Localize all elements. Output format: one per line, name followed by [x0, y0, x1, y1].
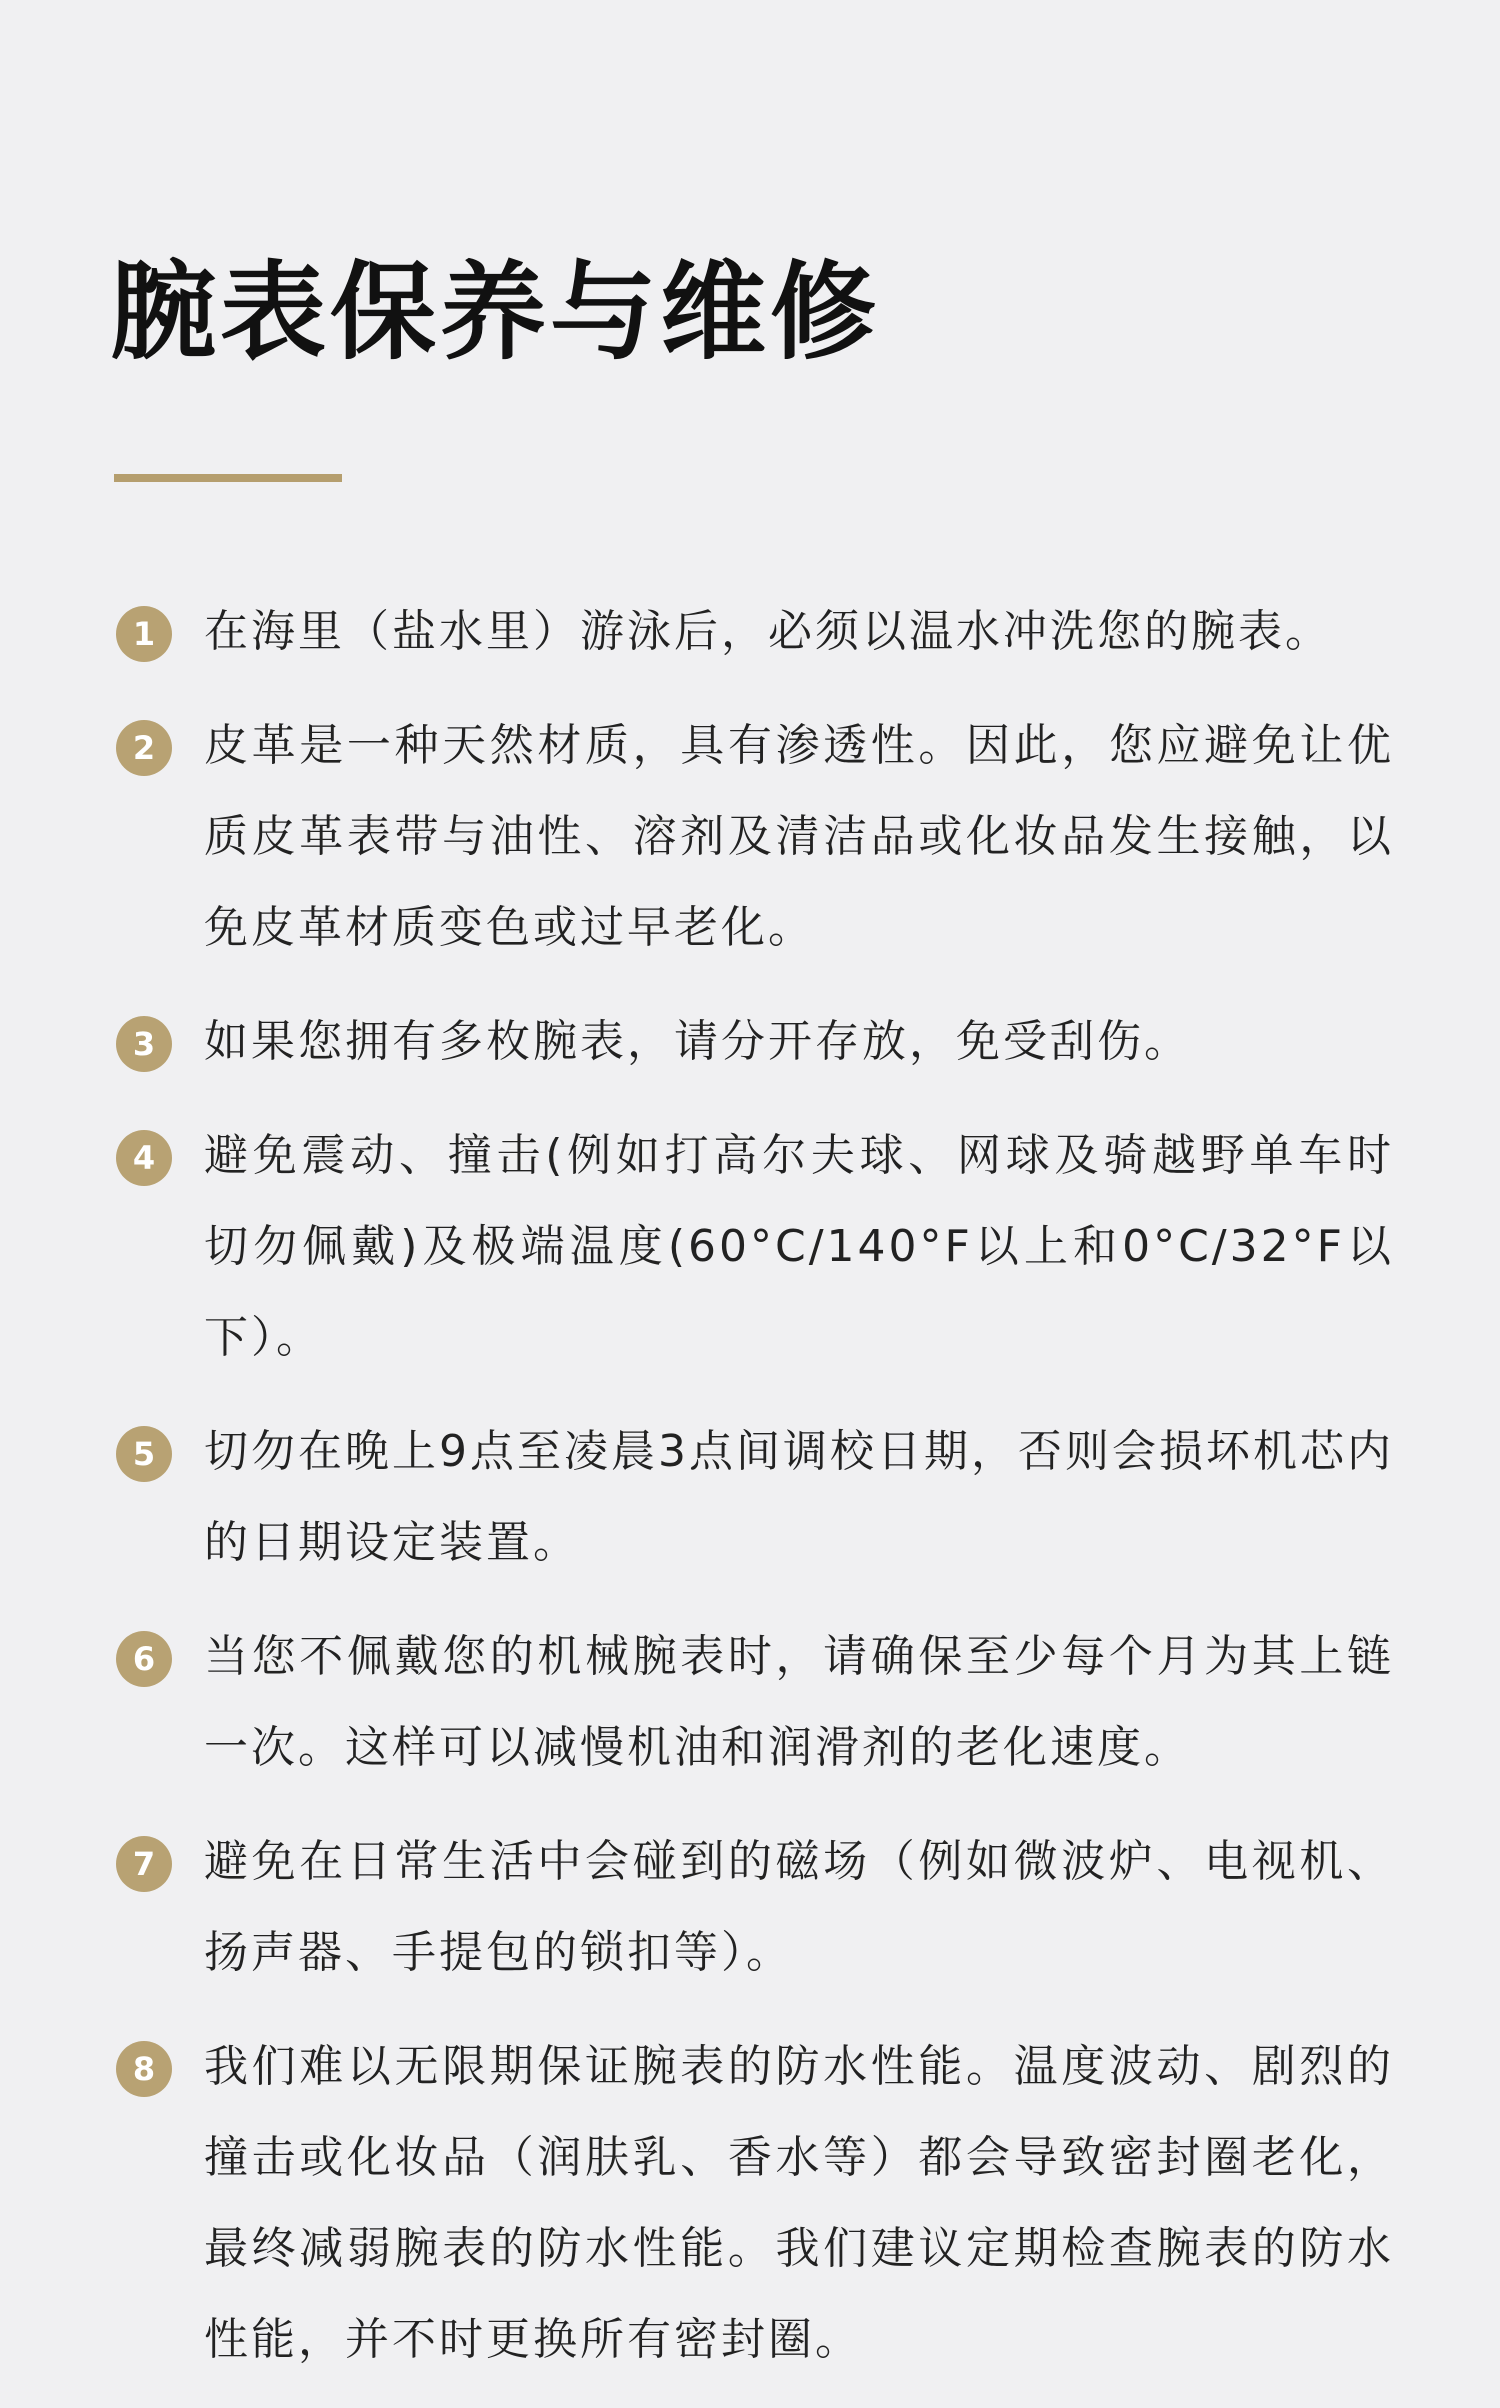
tip-number-badge: 6: [116, 1631, 172, 1687]
tip-number-badge: 3: [116, 1016, 172, 1072]
title-divider: [114, 474, 342, 482]
tip-text: 切勿在晚上9点至凌晨3点间调校日期，否则会损坏机芯内的日期设定装置。: [204, 1426, 1394, 1568]
tip-number-badge: 5: [116, 1426, 172, 1482]
care-tip-item: [114, 996, 1394, 1087]
tip-text: 避免在日常生活中会碰到的磁场（例如微波炉、电视机、扬声器、手提包的锁扣等）。: [204, 1836, 1394, 1978]
care-tip-item: [114, 586, 1394, 677]
page-title: 腕表保养与维修: [110, 251, 880, 374]
tip-text: 如果您拥有多枚腕表，请分开存放，免受刮伤。: [204, 1016, 1191, 1067]
care-tip-item: [114, 1611, 1394, 1793]
tip-number-badge: 1: [116, 606, 172, 662]
tip-text: 皮革是一种天然材质，具有渗透性。因此，您应避免让优质皮革表带与油性、溶剂及清洁品或化妆品发生接触，以免皮革材质变色或过早老化。: [204, 720, 1394, 953]
care-tips-list: [114, 586, 1394, 2408]
tip-text: 当您不佩戴您的机械腕表时，请确保至少每个月为其上链一次。这样可以减慢机油和润滑剂的老化速度。: [204, 1631, 1394, 1773]
tip-number-badge: 4: [116, 1130, 172, 1186]
care-tip-item: [114, 1816, 1394, 1998]
tip-text: 我们难以无限期保证腕表的防水性能。温度波动、剧烈的撞击或化妆品（润肤乳、香水等）都会导致密封圈老化，最终减弱腕表的防水性能。我们建议定期检查腕表的防水性能，并不时更换所有密封圈。: [204, 2041, 1394, 2365]
care-tip-item: [114, 1406, 1394, 1588]
tip-text: 在海里（盐水里）游泳后，必须以温水冲洗您的腕表。: [204, 606, 1332, 657]
care-tip-item: [114, 2021, 1394, 2385]
care-tip-item: [114, 1110, 1394, 1383]
care-tip-item: [114, 700, 1394, 973]
tip-number-badge: 7: [116, 1836, 172, 1892]
tip-number-badge: 8: [116, 2041, 172, 2097]
tip-text: 避免震动、撞击(例如打高尔夫球、网球及骑越野单车时切勿佩戴)及极端温度(60°C/140°F以上和0°C/32°F以下）。: [204, 1130, 1394, 1363]
tip-number-badge: 2: [116, 720, 172, 776]
